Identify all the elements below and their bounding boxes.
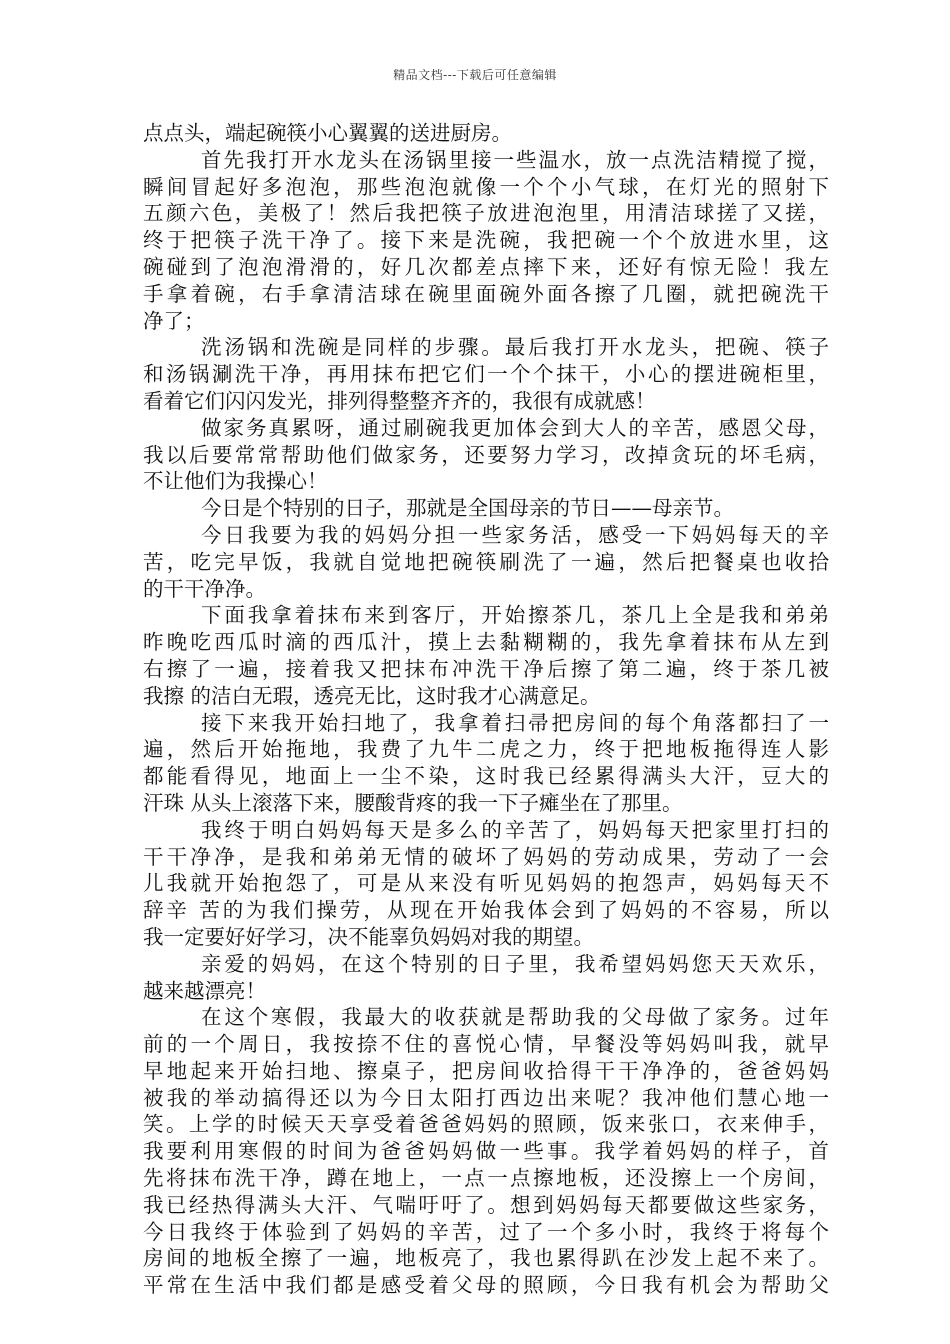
text-line: 洗汤锅和洗碗是同样的步骤。最后我打开水龙头，把碗、筷子	[201, 335, 829, 360]
text-line: 瞬间冒起好多泡泡，那些泡泡就像一个个小气球，在灯光的照射下	[143, 174, 829, 199]
text-line: 干干净净，是我和弟弟无情的破坏了妈妈的劳动成果，劳动了一会	[143, 844, 829, 869]
text-line: 下面我拿着抹布来到客厅，开始擦茶几，茶几上全是我和弟弟	[201, 603, 829, 628]
text-line: 五颜六色，美极了！然后我把筷子放进泡泡里，用清洁球搓了又搓，	[143, 201, 829, 226]
text-line: 今日我要为我的妈妈分担一些家务活，感受一下妈妈每天的辛	[201, 522, 829, 547]
text-line: 亲爱的妈妈，在这个特别的日子里，我希望妈妈您天天欢乐，	[201, 951, 829, 976]
text-line: 前的一个周日，我按捺不住的喜悦心情，早餐没等妈妈叫我，就早	[143, 1032, 829, 1057]
text-line: 遍，然后开始拖地，我费了九牛二虎之力，终于把地板拖得连人影	[143, 737, 829, 762]
text-line: 苦，吃完早饭，我就自觉地把碗筷刷洗了一遍，然后把餐桌也收拾	[143, 549, 829, 574]
text-line: 越来越漂亮！	[143, 978, 266, 1003]
text-line: 我已经热得满头大汗、气喘吁吁了。想到妈妈每天都要做这些家务，	[143, 1192, 829, 1217]
text-line: 我一定要好好学习，决不能辜负妈妈对我的期望。	[143, 924, 594, 949]
text-line: 我要利用寒假的时间为爸爸妈妈做一些事。我学着妈妈的样子，首	[143, 1139, 829, 1164]
text-line: 平常在生活中我们都是感受着父母的照顾，今日我有机会为帮助父	[143, 1273, 829, 1298]
text-line: 接下来我开始扫地了，我拿着扫帚把房间的每个角落都扫了一	[201, 710, 829, 735]
text-line: 点点头，端起碗筷小心翼翼的送进厨房。	[143, 121, 512, 145]
text-line: 我以后要常常帮助他们做家务，还要努力学习，改掉贪玩的坏毛病，	[143, 442, 829, 467]
body-text	[143, 120, 829, 1299]
text-line: 辞辛 苦的为我们操劳，从现在开始我体会到了妈妈的不容易，所以	[143, 898, 829, 923]
text-line: 我终于明白妈妈每天是多么的辛苦了，妈妈每天把家里打扫的	[201, 817, 829, 842]
page-header: 精品文档---下载后可任意编辑	[393, 68, 557, 82]
text-line: 先将抹布洗干净，蹲在地上，一点一点擦地板，还没擦上一个房间，	[143, 1166, 829, 1191]
text-line: 首先我打开水龙头在汤锅里接一些温水，放一点洗洁精搅了搅，	[201, 147, 829, 172]
text-line: 房间的地板全擦了一遍，地板亮了，我也累得趴在沙发上起不来了。	[143, 1246, 829, 1271]
text-line: 右擦了一遍，接着我又把抹布冲洗干净后擦了第二遍，终于茶几被	[143, 656, 829, 681]
text-line: 不让他们为我操心！	[143, 469, 328, 494]
text-line: 手拿着碗，右手拿清洁球在碗里面碗外面各擦了几圈，就把碗洗干	[143, 281, 829, 306]
text-line: 我擦 的洁白无瑕，透亮无比，这时我才心满意足。	[143, 683, 601, 708]
text-line: 看着它们闪闪发光，排列得整整齐齐的，我很有成就感！	[143, 388, 656, 413]
text-line: 早地起来开始扫地、擦桌子，把房间收拾得干干净净的，爸爸妈妈	[143, 1058, 829, 1083]
text-line: 汗珠 从头上滚落下来，腰酸背疼的我一下子瘫坐在了那里。	[143, 790, 683, 815]
text-line: 今日我终于体验到了妈妈的辛苦，过了一个多小时，我终于将每个	[143, 1219, 829, 1244]
text-line: 今日是个特别的日子，那就是全国母亲的节日——母亲节。	[201, 496, 734, 521]
text-line: 被我的举动搞得还以为今日太阳打西边出来呢？我冲他们慧心地一	[143, 1085, 829, 1110]
text-line: 的干干净净。	[143, 576, 266, 601]
text-line: 儿我就开始抱怨了，可是从来没有听见妈妈的抱怨声，妈妈每天不	[143, 871, 829, 896]
text-line: 都能看得见，地面上一尘不染，这时我已经累得满头大汗，豆大的	[143, 764, 829, 789]
text-line: 昨晚吃西瓜时滴的西瓜汁，摸上去黏糊糊的，我先拿着抹布从左到	[143, 630, 829, 655]
text-line: 净了；	[143, 308, 205, 333]
text-line: 和汤锅涮洗干净，再用抹布把它们一个个抹干，小心的摆进碗柜里，	[143, 362, 829, 387]
text-line: 碗碰到了泡泡滑滑的，好几次都差点摔下来，还好有惊无险！我左	[143, 254, 829, 279]
text-line: 笑。上学的时候天天享受着爸爸妈妈的照顾，饭来张口，衣来伸手，	[143, 1112, 829, 1137]
text-line: 终于把筷子洗干净了。接下来是洗碗，我把碗一个个放进水里，这	[143, 228, 829, 253]
text-line: 在这个寒假，我最大的收获就是帮助我的父母做了家务。过年	[201, 1005, 829, 1030]
text-line: 做家务真累呀，通过刷碗我更加体会到大人的辛苦，感恩父母，	[201, 415, 829, 440]
